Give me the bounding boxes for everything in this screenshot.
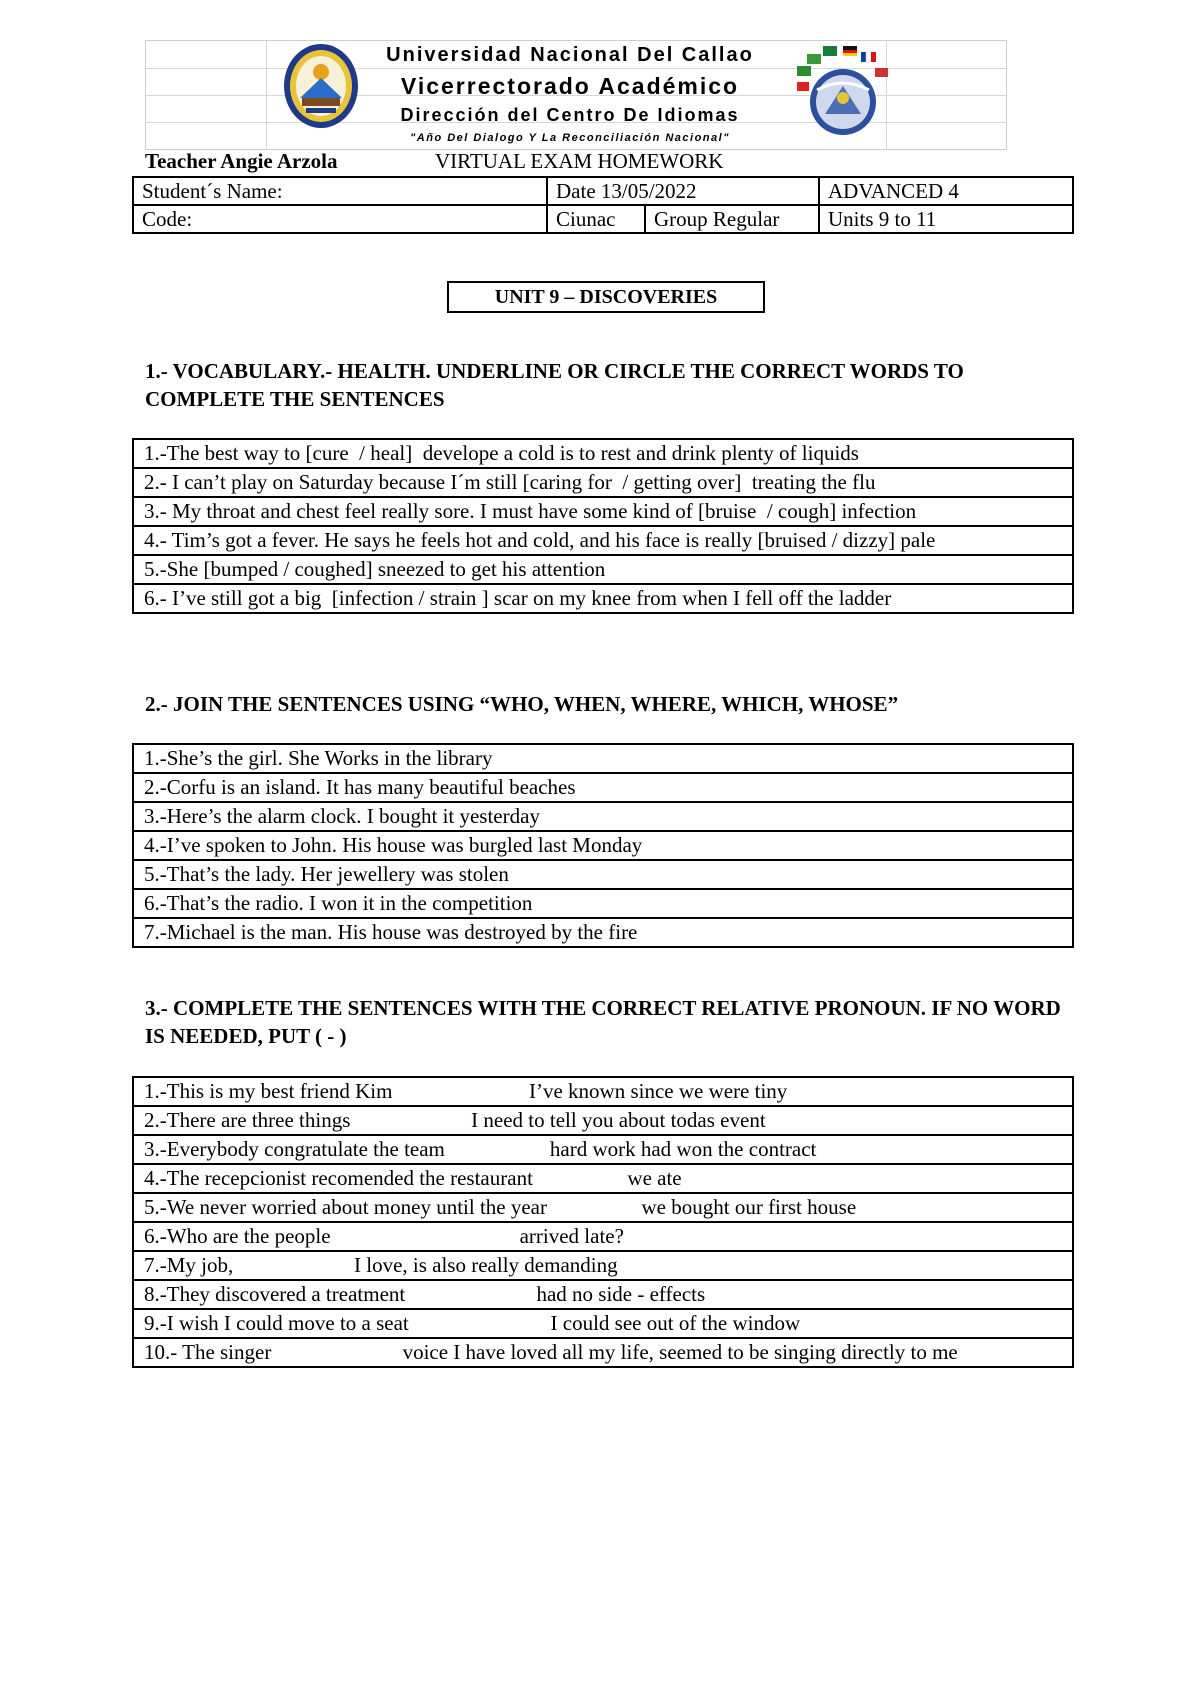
table-row (133, 205, 1073, 233)
exercise-row: 4.- Tim’s got a fever. He says he feels hot and cold, and his face is really [bruised / dizzy] pale (134, 527, 1072, 556)
units-range: Units 9 to 11 (819, 205, 1073, 233)
exercise-row: 4.-The recepcionist recomended the restaurant we ate (134, 1165, 1072, 1194)
exercise-row: 5.-We never worried about money until the year we bought our first house (134, 1194, 1072, 1223)
exercise-row: 6.-That’s the radio. I won it in the competition (134, 890, 1072, 919)
ciunac-globe-flags-icon (795, 42, 890, 142)
exercise-row: 9.-I wish I could move to a seat I could see out of the window (134, 1310, 1072, 1339)
exercise-row: 5.-That’s the lady. Her jewellery was stolen (134, 861, 1072, 890)
exercise-row: 5.-She [bumped / coughed] sneezed to get his attention (134, 556, 1072, 585)
university-name: Universidad Nacional Del Callao (386, 44, 754, 66)
teacher-name: Teacher Angie Arzola (145, 149, 338, 173)
exam-date: Date 13/05/2022 (547, 177, 819, 205)
vice-rectorate: Vicerrectorado Académico (400, 73, 740, 99)
section2-title: 2.- JOIN THE SENTENCES USING “WHO, WHEN, WHERE, WHICH, WHOSE” (145, 692, 899, 716)
exercise-row: 7.-My job, I love, is also really demanding (134, 1252, 1072, 1281)
institute-name: Ciunac (547, 205, 645, 233)
exercise-row: 2.-Corfu is an island. It has many beautiful beaches (134, 774, 1072, 803)
table-row (133, 177, 1073, 205)
exercise-row: 1.-This is my best friend Kim I’ve known since we were tiny (134, 1078, 1072, 1107)
section1-table (132, 438, 1074, 614)
section1-title: 1.- VOCABULARY.- HEALTH. UNDERLINE OR CIRCLE THE CORRECT WORDS TO COMPLETE THE SENTENCES (145, 359, 964, 411)
exercise-row: 6.-Who are the people arrived late? (134, 1223, 1072, 1252)
exercise-row: 8.-They discovered a treatment had no side - effects (134, 1281, 1072, 1310)
section3-table (132, 1076, 1074, 1368)
exercise-row: 2.-There are three things I need to tell you about todas event (134, 1107, 1072, 1136)
exercise-row: 1.-The best way to [cure / heal] develope a cold is to rest and drink plenty of liquids (134, 440, 1072, 469)
year-motto: "Año Del Dialogo Y La Reconciliación Nacional" (410, 132, 730, 144)
student-name-field: Student´s Name: (133, 177, 547, 205)
student-code-field: Code: (133, 205, 547, 233)
exercise-row: 2.- I can’t play on Saturday because I´m still [caring for / getting over] treating the flu (134, 469, 1072, 498)
exercise-row: 10.- The singer voice I have loved all my life, seemed to be singing directly to me (134, 1339, 1072, 1368)
exercise-row: 4.-I’ve spoken to John. His house was burgled last Monday (134, 832, 1072, 861)
institution-header (350, 40, 790, 148)
exercise-row: 3.-Everybody congratulate the team hard work had won the contract (134, 1136, 1072, 1165)
language-center: Dirección del Centro De Idiomas (400, 105, 740, 125)
exercise-row: 3.-Here’s the alarm clock. I bought it yesterday (134, 803, 1072, 832)
section3-title: 3.- COMPLETE THE SENTENCES WITH THE CORRECT RELATIVE PRONOUN. IF NO WORD IS NEEDED, PUT ( - ) (145, 996, 1061, 1048)
exercise-row: 6.- I’ve still got a big [infection / strain ] scar on my knee from when I fell off the ladder (134, 585, 1072, 614)
unit-title: UNIT 9 – DISCOVERIES (447, 281, 765, 313)
student-info-table (132, 176, 1074, 234)
exam-title: VIRTUAL EXAM HOMEWORK (435, 149, 724, 173)
exercise-row: 1.-She’s the girl. She Works in the library (134, 745, 1072, 774)
exercise-row: 3.- My throat and chest feel really sore. I must have some kind of [bruise / cough] infection (134, 498, 1072, 527)
group-type: Group Regular (645, 205, 819, 233)
header-grid-line (266, 41, 267, 149)
section2-table (132, 743, 1074, 948)
exercise-row: 7.-Michael is the man. His house was destroyed by the fire (134, 919, 1072, 948)
university-seal-icon (282, 42, 360, 130)
course-level: ADVANCED 4 (819, 177, 1073, 205)
